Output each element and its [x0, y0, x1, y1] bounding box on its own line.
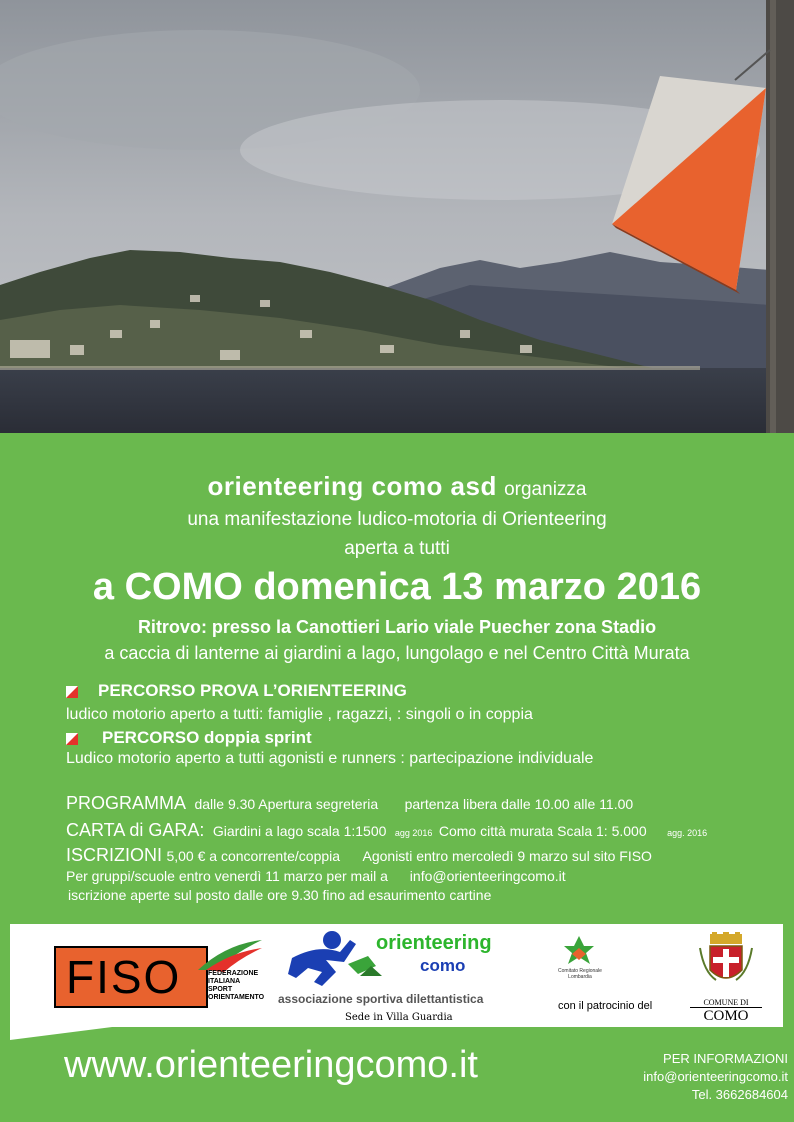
oc-subtitle: como: [420, 956, 466, 975]
oc-title: orienteering: [376, 932, 492, 954]
oc-seat: Sede in Villa Guardia: [345, 1012, 453, 1023]
course-2-desc: Ludico motorio aperto a tutti agonisti e runners : partecipazione individuale: [66, 750, 594, 767]
programma-opening: dalle 9.30 Apertura segreteria: [194, 796, 379, 812]
comitato-line-1: Comitato Regionale: [558, 968, 602, 974]
programma-start: partenza libera dalle 10.00 alle 11.00: [404, 796, 634, 812]
fiso-swoosh-icon: [196, 934, 266, 974]
carta-label: CARTA di GARA:: [66, 820, 205, 840]
hero-photo: [0, 0, 794, 433]
carta-giardini: Giardini a lago scala 1:1500: [212, 823, 387, 839]
oc-association: associazione sportiva dilettantistica: [278, 992, 484, 1006]
comitato-regionale-icon: [562, 934, 596, 968]
event-description: una manifestazione ludico-motoria di Orienteering: [187, 509, 607, 530]
course-1-title-row: [66, 681, 407, 701]
contact-title: PER INFORMAZIONI: [663, 1051, 788, 1066]
fiso-full-name: [208, 970, 264, 1002]
iscrizioni-fee: 5,00 € a concorrente/coppia: [166, 848, 341, 864]
iscrizioni-row: [66, 845, 652, 866]
carta-agg-2: agg. 2016: [667, 828, 708, 838]
course-2-title-row: [66, 728, 312, 748]
meeting-point: Ritrovo: presso la Canottieri Lario viale Puecher zona Stadio: [137, 617, 657, 637]
contact-phone: Tel. 3662684604: [691, 1087, 788, 1102]
comune-text: [690, 998, 762, 1025]
gruppi-text: Per gruppi/scuole entro venerdì 11 marzo per mail a: [66, 868, 388, 884]
onsite-registration: iscrizione aperte sul posto dalle ore 9.30 fino ad esaurimento cartine: [68, 887, 492, 903]
event-date: a COMO domenica 13 marzo 2016: [92, 566, 702, 608]
control-flag-icon: [66, 686, 78, 698]
carta-citta: Como città murata Scala 1: 5.000: [438, 823, 647, 839]
course-2-title: PERCORSO doppia sprint: [102, 728, 312, 747]
fiso-line-1: FEDERAZIONE: [208, 970, 259, 977]
organizer-line: [0, 471, 794, 502]
fiso-text: FISO: [66, 951, 182, 1003]
programma-row: [66, 793, 633, 814]
fiso-line-2: ITALIANA: [208, 978, 241, 985]
comune-line-1: COMUNE DI: [690, 998, 762, 1008]
event-audience: aperta a tutti: [344, 538, 450, 559]
control-flag-icon: [66, 733, 78, 745]
comitato-line-2: Lombardia: [568, 974, 592, 980]
fiso-line-3: SPORT: [208, 986, 233, 993]
org-suffix: organizza: [504, 479, 587, 500]
iscrizioni-agonisti: Agonisti entro mercoledì 9 marzo sul sito FISO: [362, 848, 652, 864]
sponsor-logos: [10, 924, 783, 1027]
event-area: a caccia di lanterne ai giardini a lago, lungolago e nel Centro Città Murata: [104, 643, 690, 663]
course-1-desc: ludico motorio aperto a tutti: famiglie , ragazzi, : singoli o in coppia: [66, 706, 533, 723]
org-name: orienteering como asd: [207, 471, 497, 501]
carta-agg-1: agg 2016: [394, 828, 433, 838]
contact-email[interactable]: info@orienteeringcomo.it: [643, 1069, 788, 1084]
comune-line-2: COMO: [703, 1008, 749, 1024]
fiso-line-4: ORIENTAMENTO: [208, 994, 265, 1001]
patrocinio-text: con il patrocinio del: [558, 1000, 653, 1012]
iscrizioni-label: ISCRIZIONI: [66, 845, 163, 865]
como-coat-of-arms-icon: [696, 932, 756, 990]
logo-strip-corner: [0, 1026, 120, 1046]
gruppi-row: [66, 868, 566, 884]
gruppi-email[interactable]: info@orienteeringcomo.it: [409, 868, 566, 884]
course-1-title: PERCORSO PROVA L’ORIENTEERING: [98, 681, 407, 700]
fiso-logo: [54, 946, 208, 1008]
website-link[interactable]: www.orienteeringcomo.it: [64, 1044, 478, 1086]
comitato-text: [558, 968, 602, 980]
runner-icon: [278, 928, 382, 990]
contact-info: [643, 1050, 788, 1104]
carta-row: [66, 820, 707, 841]
programma-label: PROGRAMMA: [66, 793, 187, 813]
